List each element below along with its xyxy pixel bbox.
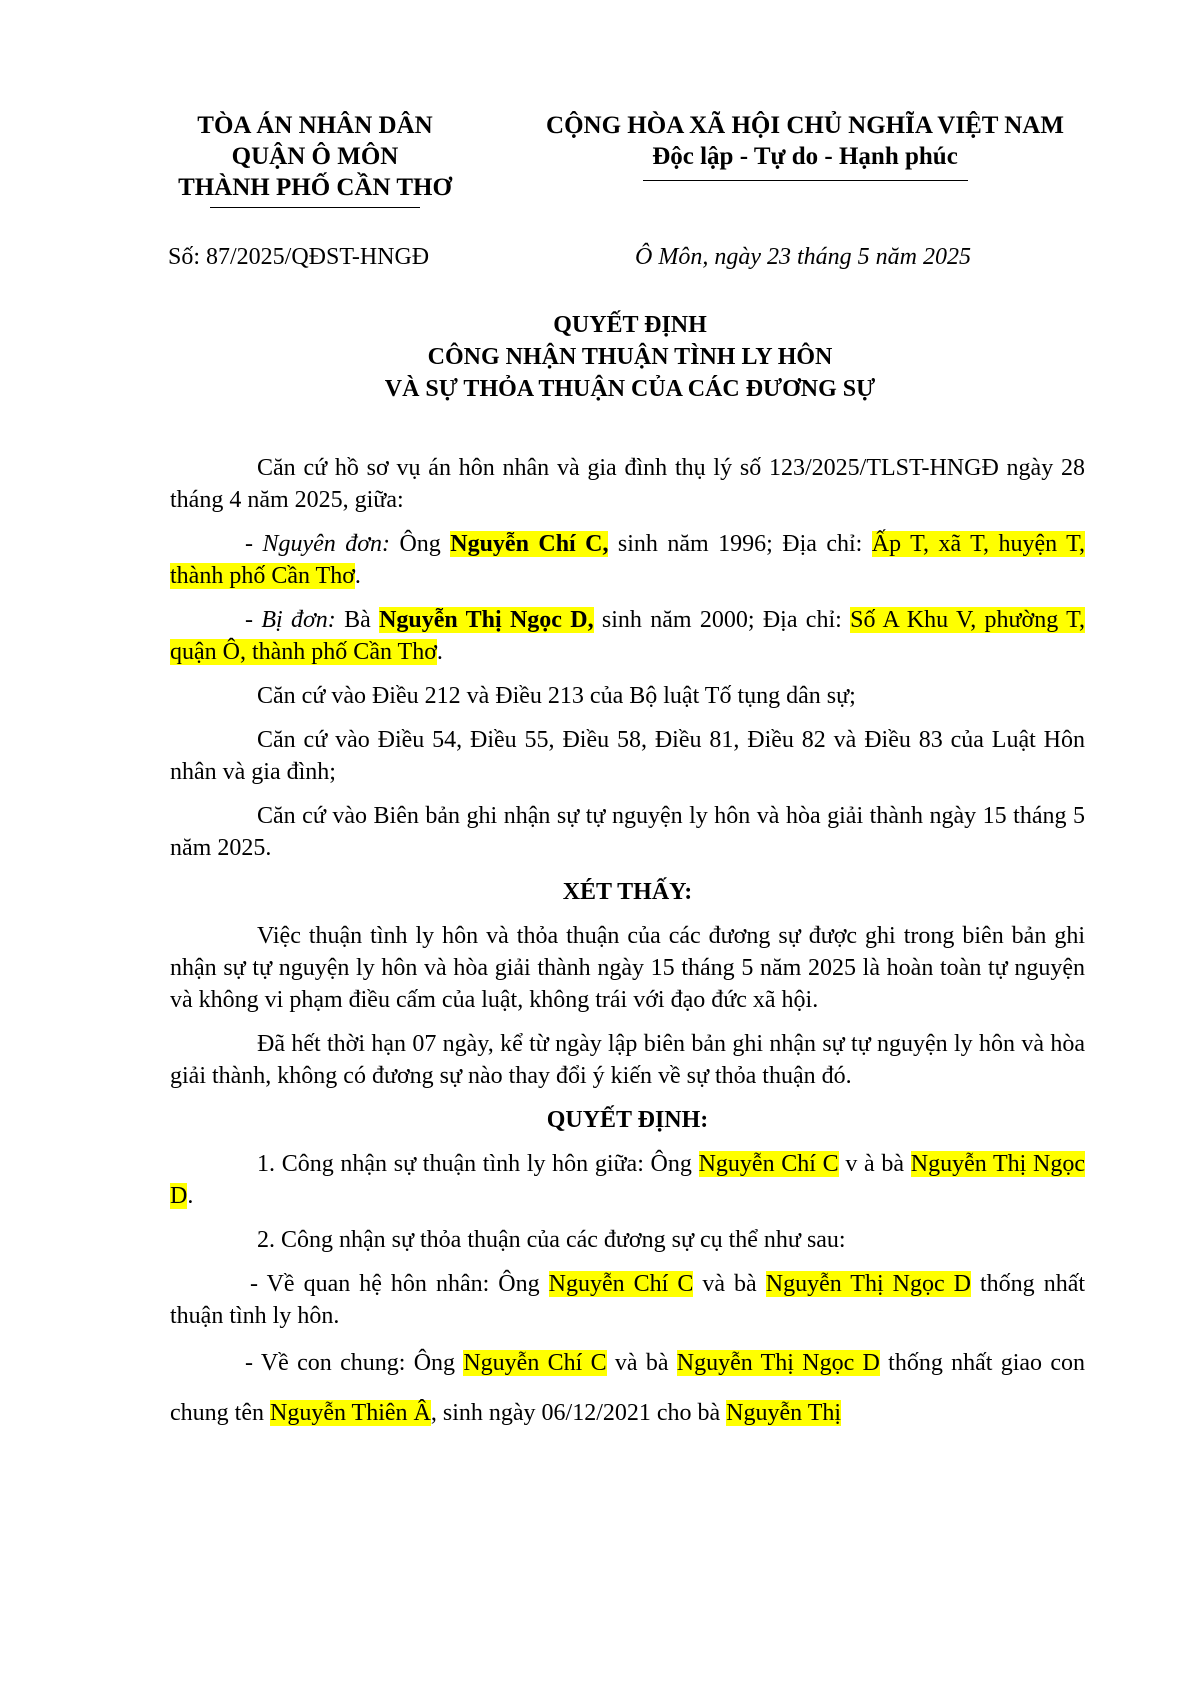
title-line-2: CÔNG NHẬN THUẬN TÌNH LY HÔN (427, 344, 833, 370)
plaintiff-name: Nguyễn Chí C, (450, 531, 609, 557)
document-title (0, 309, 1190, 405)
paragraph-legal-basis-civil: Căn cứ vào Điều 212 và Điều 213 của Bộ luật Tố tụng dân sự; (257, 683, 856, 709)
court-district: QUẬN Ô MÔN (231, 143, 399, 170)
defendant-address: Số A Khu V, phường T, quận Ô, thành phố Cần Thơ (170, 607, 1086, 665)
title-line-1: QUYẾT ĐỊNH (553, 312, 707, 338)
document-date: Ô Môn, ngày 23 tháng 5 năm 2025 (635, 244, 971, 270)
husband-name: Nguyễn Chí C (463, 1350, 607, 1376)
defendant-name: Nguyễn Thị Ngọc D, (379, 607, 594, 633)
plaintiff-role: Nguyên đơn: (262, 531, 390, 557)
document-body (170, 452, 1085, 1450)
decision-item-2: 2. Công nhận sự thỏa thuận của các đương sự cụ thể như sau: (257, 1227, 846, 1253)
wife-name: Nguyễn Thị Ngọc D (170, 1151, 1085, 1209)
husband-name: Nguyễn Chí C (548, 1271, 694, 1297)
national-motto: Độc lập - Tự do - Hạnh phúc (652, 143, 958, 170)
wife-name-partial: Nguyễn Thị (726, 1400, 842, 1426)
paragraph-legal-basis-family: Căn cứ vào Điều 54, Điều 55, Điều 58, Điều 81, Điều 82 và Điều 83 của Luật Hôn nhân và gia đình; (170, 727, 1085, 785)
paragraph-case-file: Căn cứ hồ sơ vụ án hôn nhân và gia đình thụ lý số 123/2025/TLST-HNGĐ ngày 28 tháng 4 năm 2025, giữa: (170, 455, 1085, 513)
court-name: TÒA ÁN NHÂN DÂN (197, 112, 433, 139)
paragraph-findings-1: Việc thuận tình ly hôn và thỏa thuận của các đương sự được ghi trong biên bản ghi nhận sự tự nguyện ly hôn và hòa giải thành ngày 15 tháng 5 năm 2025 là hoàn toàn tự nguyện và không vi phạm điều cấm của luật, không trái với đạo đức xã hội. (170, 923, 1085, 1013)
court-city: THÀNH PHỐ CẦN THƠ (178, 174, 452, 201)
wife-name: Nguyễn Thị Ngọc D (765, 1271, 971, 1297)
title-line-3: VÀ SỰ THỎA THUẬN CỦA CÁC ĐƯƠNG SỰ (384, 376, 876, 402)
heading-xet-thay: XÉT THẤY: (562, 879, 693, 905)
court-header-underline (210, 207, 420, 208)
document-number: Số: 87/2025/QĐST-HNGĐ (168, 244, 430, 270)
decision-item-2a: - Về quan hệ hôn nhân: Ông Nguyễn Chí C và bà Nguyễn Thị Ngọc D thống nhất thuận tình ly hôn. (170, 1271, 1086, 1329)
national-header (520, 110, 1090, 181)
paragraph-legal-basis-record: Căn cứ vào Biên bản ghi nhận sự tự nguyện ly hôn và hòa giải thành ngày 15 tháng 5 năm 2025. (170, 803, 1085, 861)
court-header (150, 110, 480, 208)
wife-name: Nguyễn Thị Ngọc D (676, 1350, 880, 1376)
paragraph-plaintiff: - Nguyên đơn: Ông Nguyễn Chí C, sinh năm 1996; Địa chỉ: Ấp T, xã T, huyện T, thành phố Cần Thơ. (170, 531, 1085, 589)
decision-item-1: 1. Công nhận sự thuận tình ly hôn giữa: Ông Nguyễn Chí C v à bà Nguyễn Thị Ngọc D. (170, 1151, 1085, 1209)
paragraph-findings-2: Đã hết thời hạn 07 ngày, kể từ ngày lập biên bản ghi nhận sự tự nguyện ly hôn và hòa giải thành, không có đương sự nào thay đổi ý kiến về sự thỏa thuận đó. (170, 1031, 1085, 1089)
defendant-role: Bị đơn: (261, 607, 336, 633)
paragraph-defendant: - Bị đơn: Bà Nguyễn Thị Ngọc D, sinh năm 2000; Địa chỉ: Số A Khu V, phường T, quận Ô, thành phố Cần Thơ. (170, 607, 1086, 665)
child-name: Nguyễn Thiên Â (269, 1400, 431, 1426)
national-name: CỘNG HÒA XÃ HỘI CHỦ NGHĨA VIỆT NAM (546, 112, 1064, 139)
husband-name: Nguyễn Chí C (698, 1151, 839, 1177)
decision-item-2b: - Về con chung: Ông Nguyễn Chí C và bà Nguyễn Thị Ngọc D thống nhất giao con chung tên Nguyễn Thiên Â, sinh ngày 06/12/2021 cho bà Nguyễn Thị (170, 1350, 1085, 1426)
plaintiff-address: Ấp T, xã T, huyện T, thành phố Cần Thơ (170, 531, 1085, 589)
national-header-underline (643, 180, 968, 181)
heading-quyet-dinh: QUYẾT ĐỊNH: (546, 1107, 709, 1133)
